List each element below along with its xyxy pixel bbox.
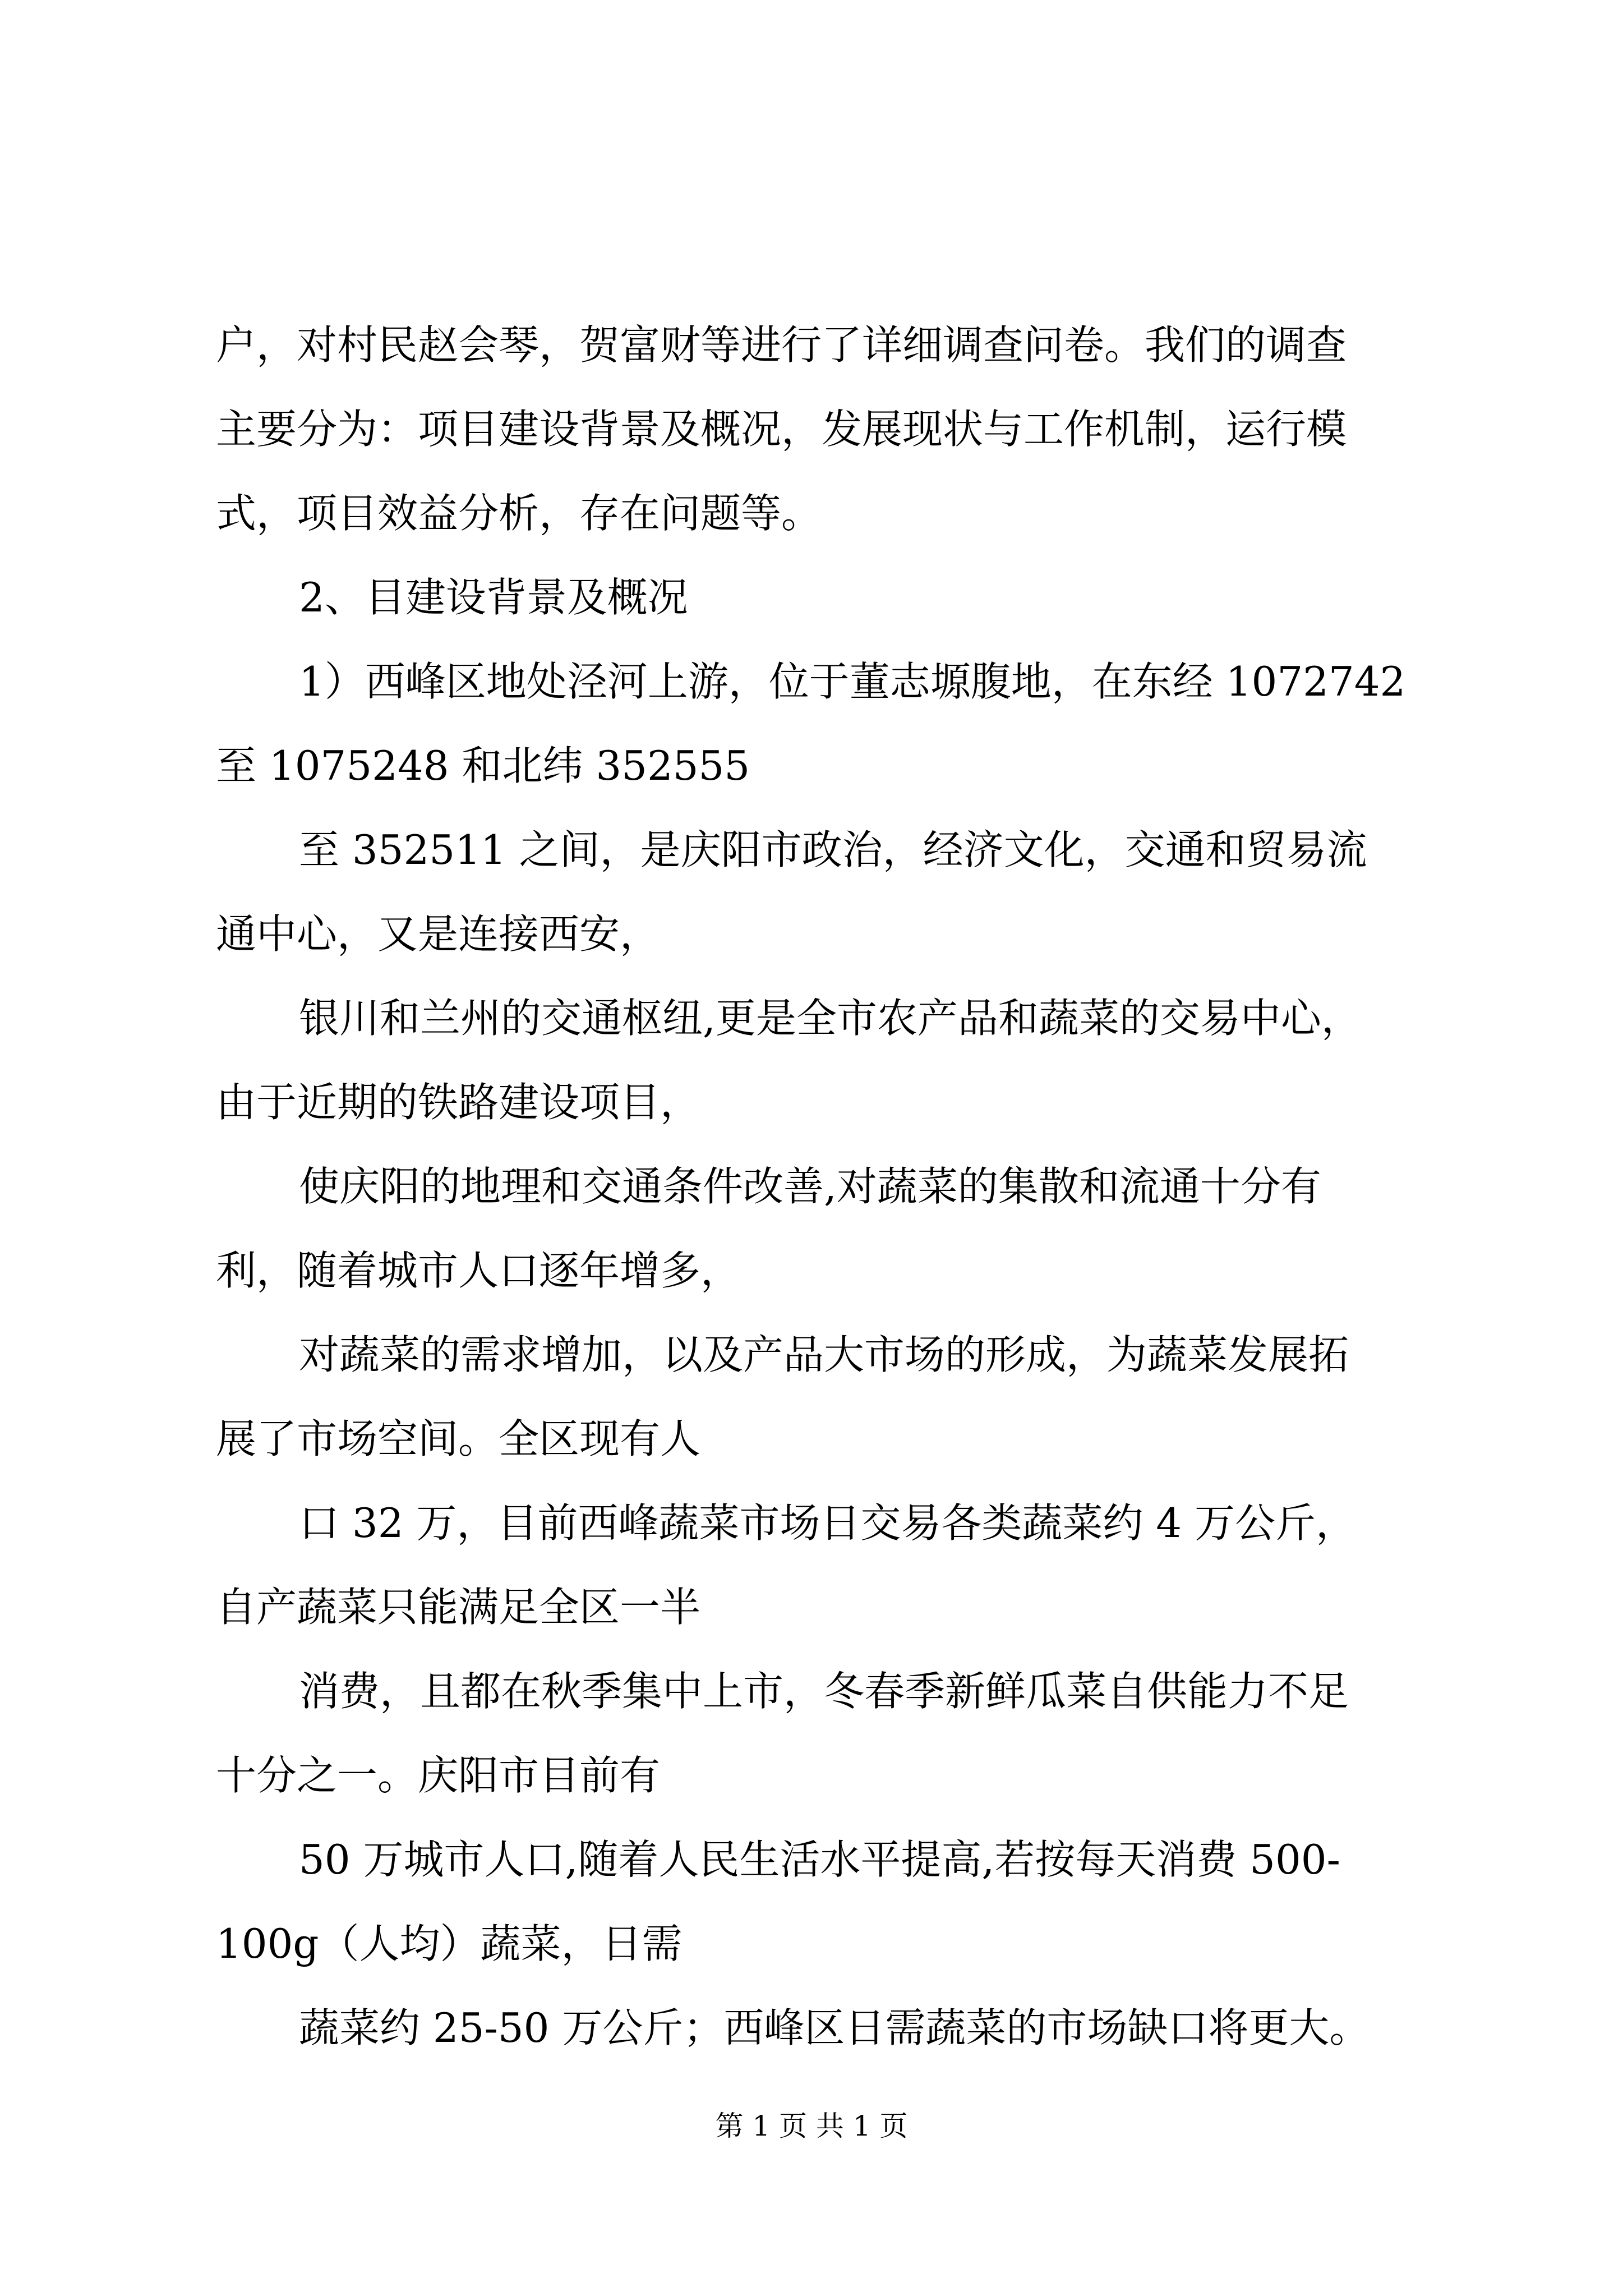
text-line: 户，对村民赵会琴，贺富财等进行了详细调查问卷。我们的调查 bbox=[216, 321, 1347, 369]
text-line: 自产蔬菜只能满足全区一半 bbox=[216, 1584, 701, 1631]
text-line: 口 32 万，目前西峰蔬菜市场日交易各类蔬菜约 4 万公斤， bbox=[299, 1499, 1356, 1547]
text-line: 银川和兰州的交通枢纽,更是全市农产品和蔬菜的交易中心， bbox=[299, 995, 1362, 1042]
text-line: 使庆阳的地理和交通条件改善,对蔬菜的集散和流通十分有 bbox=[299, 1163, 1321, 1210]
text-line: 式，项目效益分析，存在问题等。 bbox=[216, 490, 822, 537]
text-line: 1）西峰区地处泾河上游，位于董志塬腹地，在东经 1072742 bbox=[299, 658, 1406, 705]
text-line: 至 1075248 和北纬 352555 bbox=[216, 742, 750, 789]
text-line: 100g（人均）蔬菜，日需 bbox=[216, 1920, 683, 1967]
text-line: 消费，且都在秋季集中上市，冬春季新鲜瓜菜自供能力不足 bbox=[299, 1668, 1349, 1715]
text-line: 展了市场空间。全区现有人 bbox=[216, 1415, 701, 1462]
text-line: 由于近期的铁路建设项目， bbox=[216, 1079, 701, 1126]
text-line: 对蔬菜的需求增加，以及产品大市场的形成，为蔬菜发展拓 bbox=[299, 1331, 1349, 1378]
text-line: 50 万城市人口,随着人民生活水平提高,若按每天消费 500- bbox=[299, 1836, 1340, 1883]
text-line: 十分之一。庆阳市目前有 bbox=[216, 1752, 661, 1799]
text-line: 蔬菜约 25-50 万公斤；西峰区日需蔬菜的市场缺口将更大。 bbox=[299, 2004, 1370, 2051]
text-line: 主要分为：项目建设背景及概况，发展现状与工作机制，运行模 bbox=[216, 406, 1347, 453]
page-footer: 第 1 页 共 1 页 bbox=[715, 2110, 908, 2142]
section-heading: 2、目建设背景及概况 bbox=[299, 574, 688, 621]
text-line: 利，随着城市人口逐年增多， bbox=[216, 1247, 741, 1294]
text-line: 至 352511 之间，是庆阳市政治，经济文化，交通和贸易流 bbox=[299, 826, 1367, 873]
document-body bbox=[216, 303, 1416, 2070]
text-line: 通中心，又是连接西安， bbox=[216, 910, 661, 958]
